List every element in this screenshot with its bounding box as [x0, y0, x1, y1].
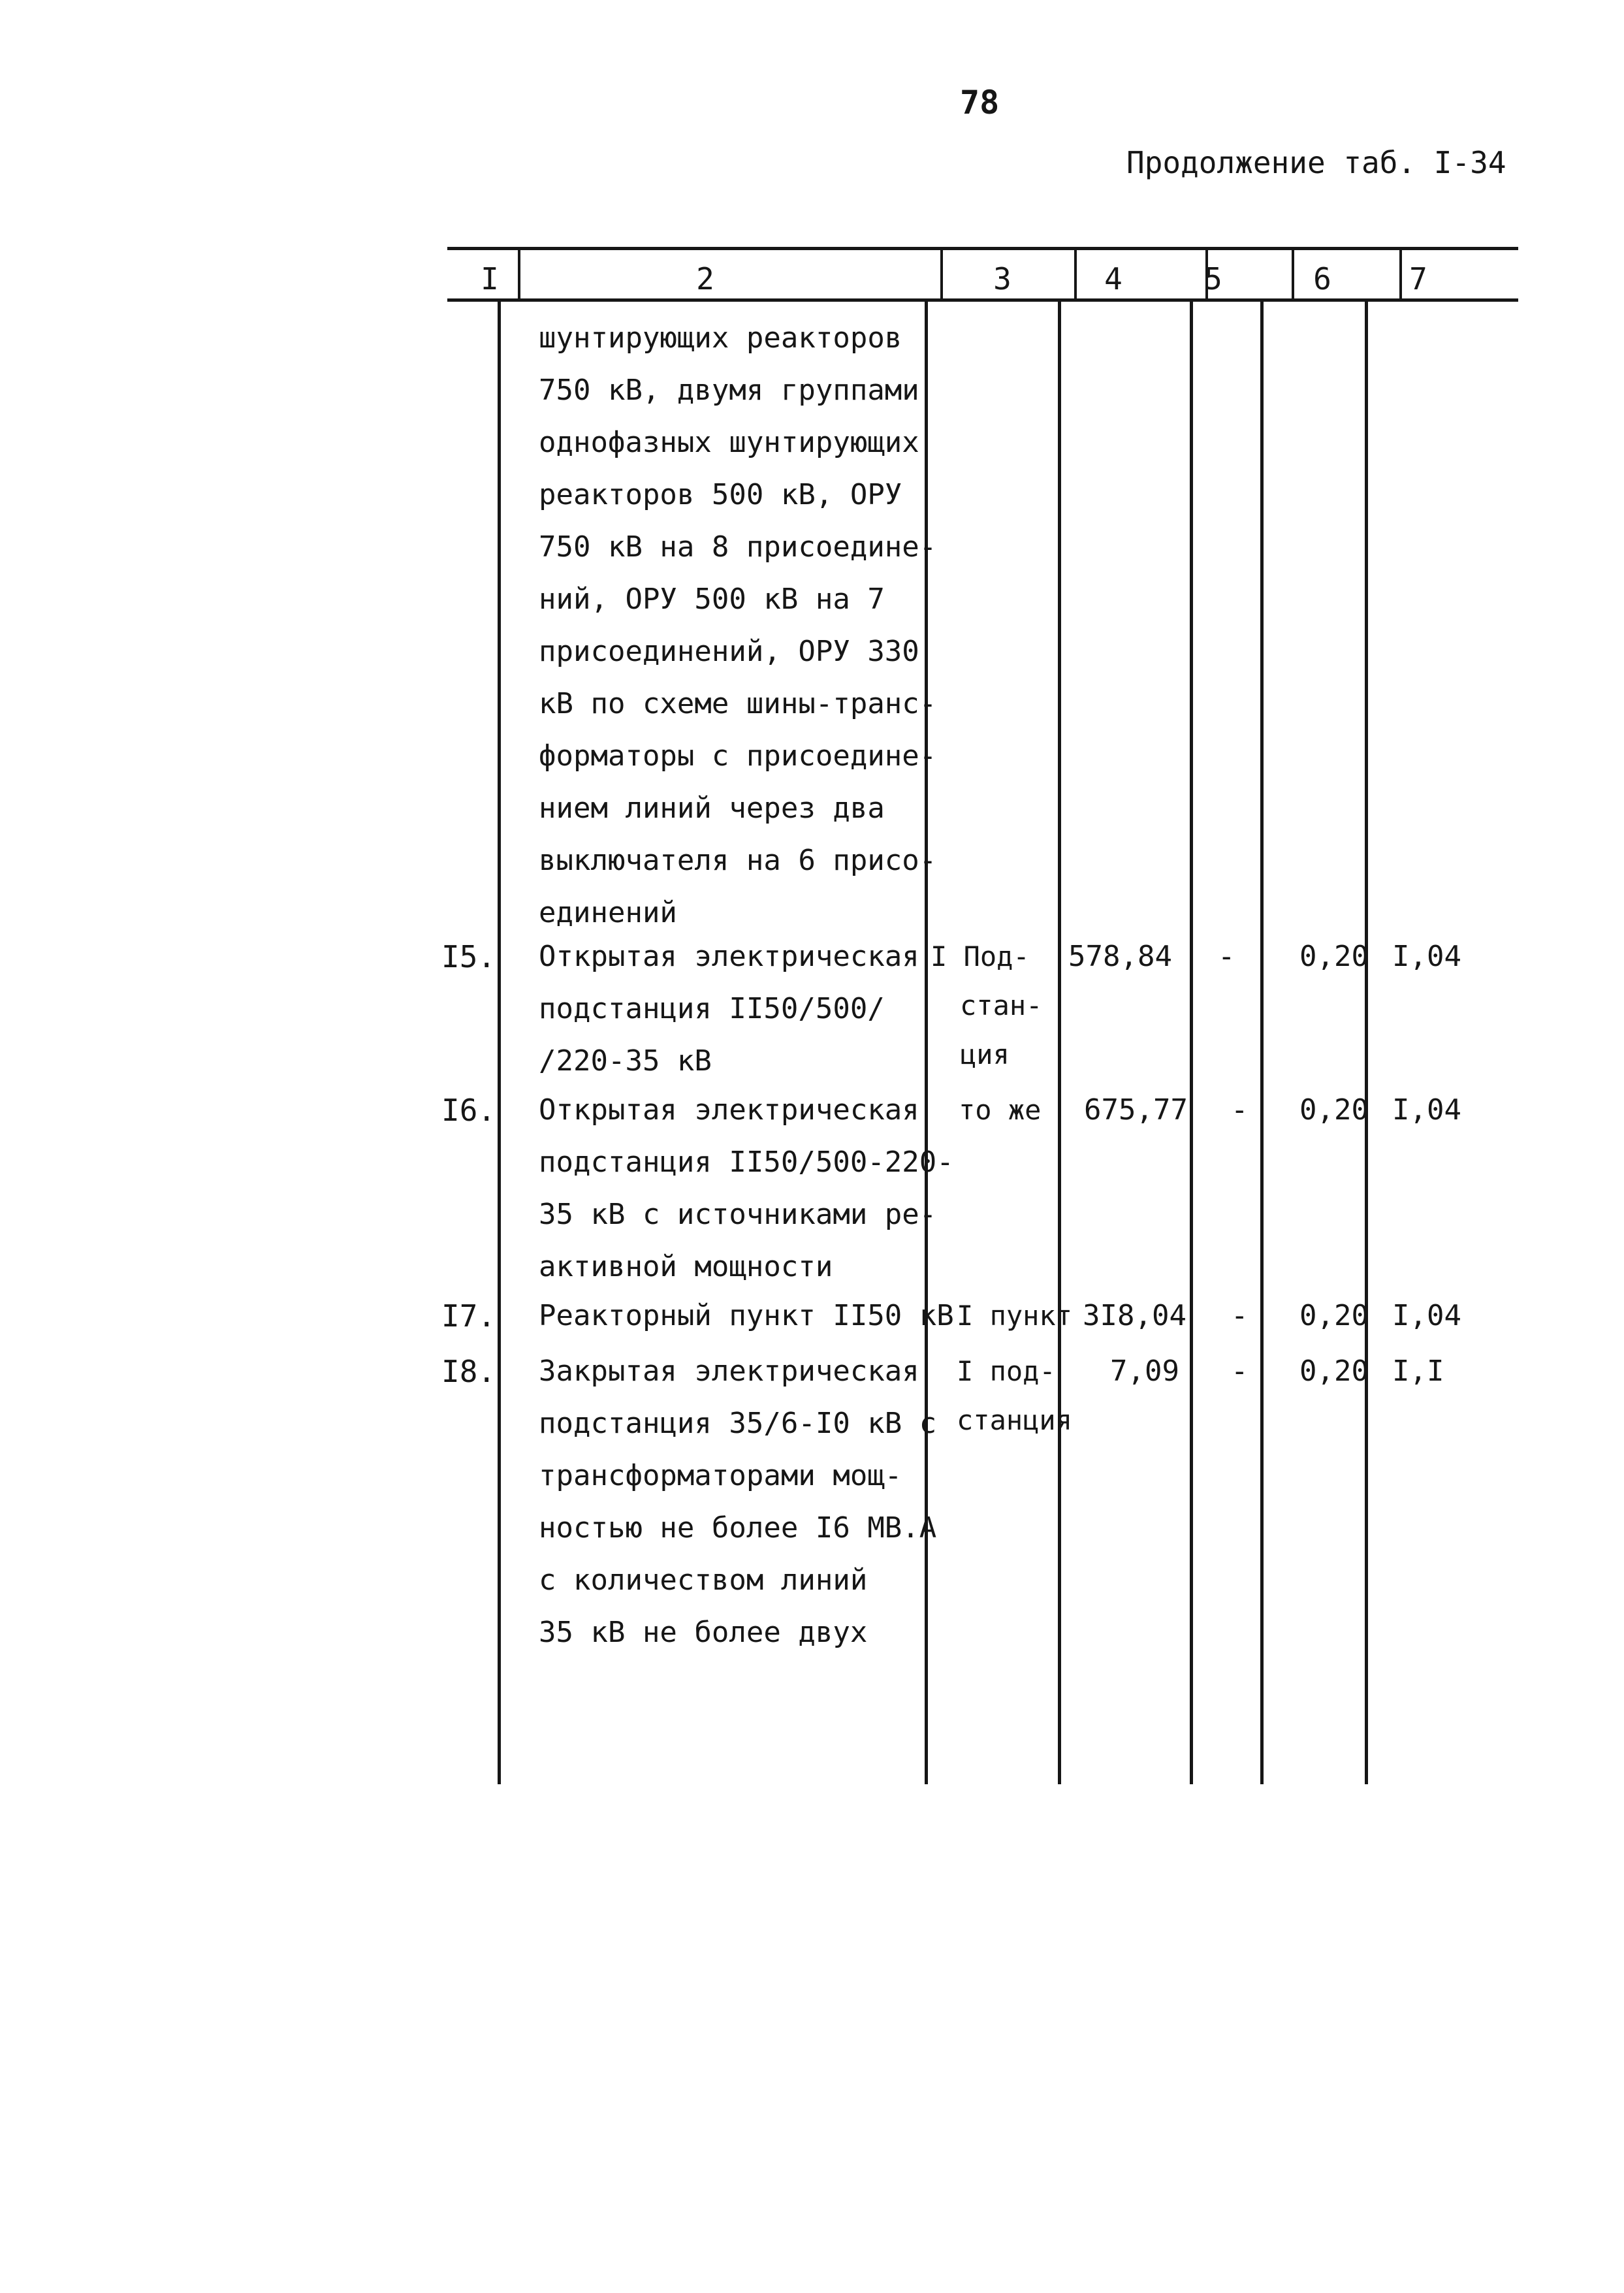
row-number: I6. — [441, 1093, 496, 1128]
row-number: I5. — [441, 939, 496, 974]
column-header: 6 — [1313, 261, 1331, 297]
row-unit — [957, 1347, 1072, 1445]
row-number: I8. — [441, 1354, 496, 1389]
row-unit: I пункт — [957, 1300, 1073, 1332]
column-divider — [1260, 302, 1264, 1784]
page-number: 78 — [960, 84, 1000, 121]
text-line: станция — [957, 1404, 1073, 1436]
text-line: единений — [539, 896, 677, 929]
text-line: 35 кВ не более двух — [539, 1616, 868, 1649]
column-header: 4 — [1104, 261, 1122, 297]
text-line: 750 кВ на 8 присоедине- — [539, 530, 937, 564]
row-value-col5: - — [1231, 1299, 1249, 1332]
row-value-col7: I,04 — [1392, 1093, 1461, 1127]
header-divider — [940, 250, 943, 298]
column-header: 5 — [1204, 261, 1222, 297]
column-header: 7 — [1409, 261, 1427, 297]
text-line: активной мощности — [539, 1250, 833, 1283]
column-divider — [1190, 302, 1193, 1784]
header-bottom-rule — [447, 298, 1518, 302]
row-value-col4: 675,77 — [1084, 1093, 1188, 1127]
column-header: 3 — [993, 261, 1011, 297]
text-line: однофазных шунтирующих — [539, 426, 919, 459]
text-line: подстанция II50/500-220- — [539, 1146, 954, 1179]
text-line: Открытая электрическая — [539, 1093, 919, 1127]
text-line: ний, ОРУ 500 кВ на 7 — [539, 583, 885, 616]
text-line: Открытая электрическая — [539, 940, 919, 973]
row-number: I7. — [441, 1298, 496, 1334]
row-description — [539, 1345, 936, 1659]
row-unit — [931, 932, 1042, 1079]
row-value-col4: 3I8,04 — [1083, 1299, 1186, 1332]
column-divider — [1365, 302, 1368, 1784]
row-value-col4: 7,09 — [1110, 1355, 1179, 1388]
continuation-title: Продолжение таб. I-34 — [1126, 145, 1506, 180]
row-value-col7: I,I — [1392, 1355, 1444, 1388]
row-value-col4: 578,84 — [1068, 940, 1172, 973]
column-header: I — [481, 261, 499, 297]
text-line: реакторов 500 кВ, ОРУ — [539, 478, 902, 511]
text-line: подстанция 35/6-I0 кВ с — [539, 1407, 937, 1440]
row-description — [539, 1084, 954, 1293]
row-value-col7: I,04 — [1392, 940, 1461, 973]
text-line: I Под- — [931, 940, 1030, 972]
row-value-col5: - — [1231, 1355, 1249, 1388]
column-divider — [498, 302, 501, 1784]
table-top-rule — [447, 247, 1518, 250]
column-header: 2 — [696, 261, 714, 297]
row-value-col6: 0,20 — [1299, 1299, 1369, 1332]
row-description: Реакторный пункт II50 кВ — [539, 1299, 954, 1332]
row-description — [539, 931, 919, 1087]
header-divider — [518, 250, 520, 298]
text-line: трансформаторами мощ- — [539, 1459, 902, 1492]
text-line: форматоры с присоедине- — [539, 739, 937, 773]
header-divider — [1074, 250, 1077, 298]
description-continued — [539, 312, 936, 939]
text-line: шунтирующих реакторов — [539, 321, 902, 355]
row-value-col6: 0,20 — [1299, 940, 1369, 973]
text-line: подстанция II50/500/ — [539, 992, 885, 1025]
row-value-col6: 0,20 — [1299, 1093, 1369, 1127]
text-line: /220-35 кВ — [539, 1044, 712, 1078]
text-line: 35 кВ с источниками ре- — [539, 1198, 937, 1231]
text-line: нием линий через два — [539, 792, 885, 825]
text-line: 750 кВ, двумя группами — [539, 374, 919, 407]
header-divider — [1292, 250, 1294, 298]
row-value-col7: I,04 — [1392, 1299, 1461, 1332]
row-value-col5: - — [1231, 1093, 1249, 1127]
text-line: выключателя на 6 присо- — [539, 844, 937, 877]
text-line: Закрытая электрическая — [539, 1355, 919, 1388]
text-line: присоединений, ОРУ 330 — [539, 635, 919, 668]
text-line: стан- — [960, 989, 1043, 1021]
column-divider — [1058, 302, 1061, 1784]
text-line: ностью не более I6 МВ.А — [539, 1511, 937, 1545]
row-value-col5: - — [1218, 940, 1235, 973]
row-unit: то же — [959, 1094, 1042, 1126]
text-line: ция — [960, 1038, 1010, 1070]
text-line: кВ по схеме шины-транс- — [539, 687, 937, 720]
text-line: I под- — [957, 1355, 1056, 1387]
row-value-col6: 0,20 — [1299, 1355, 1369, 1388]
text-line: с количеством линий — [539, 1563, 868, 1597]
header-divider — [1399, 250, 1402, 298]
